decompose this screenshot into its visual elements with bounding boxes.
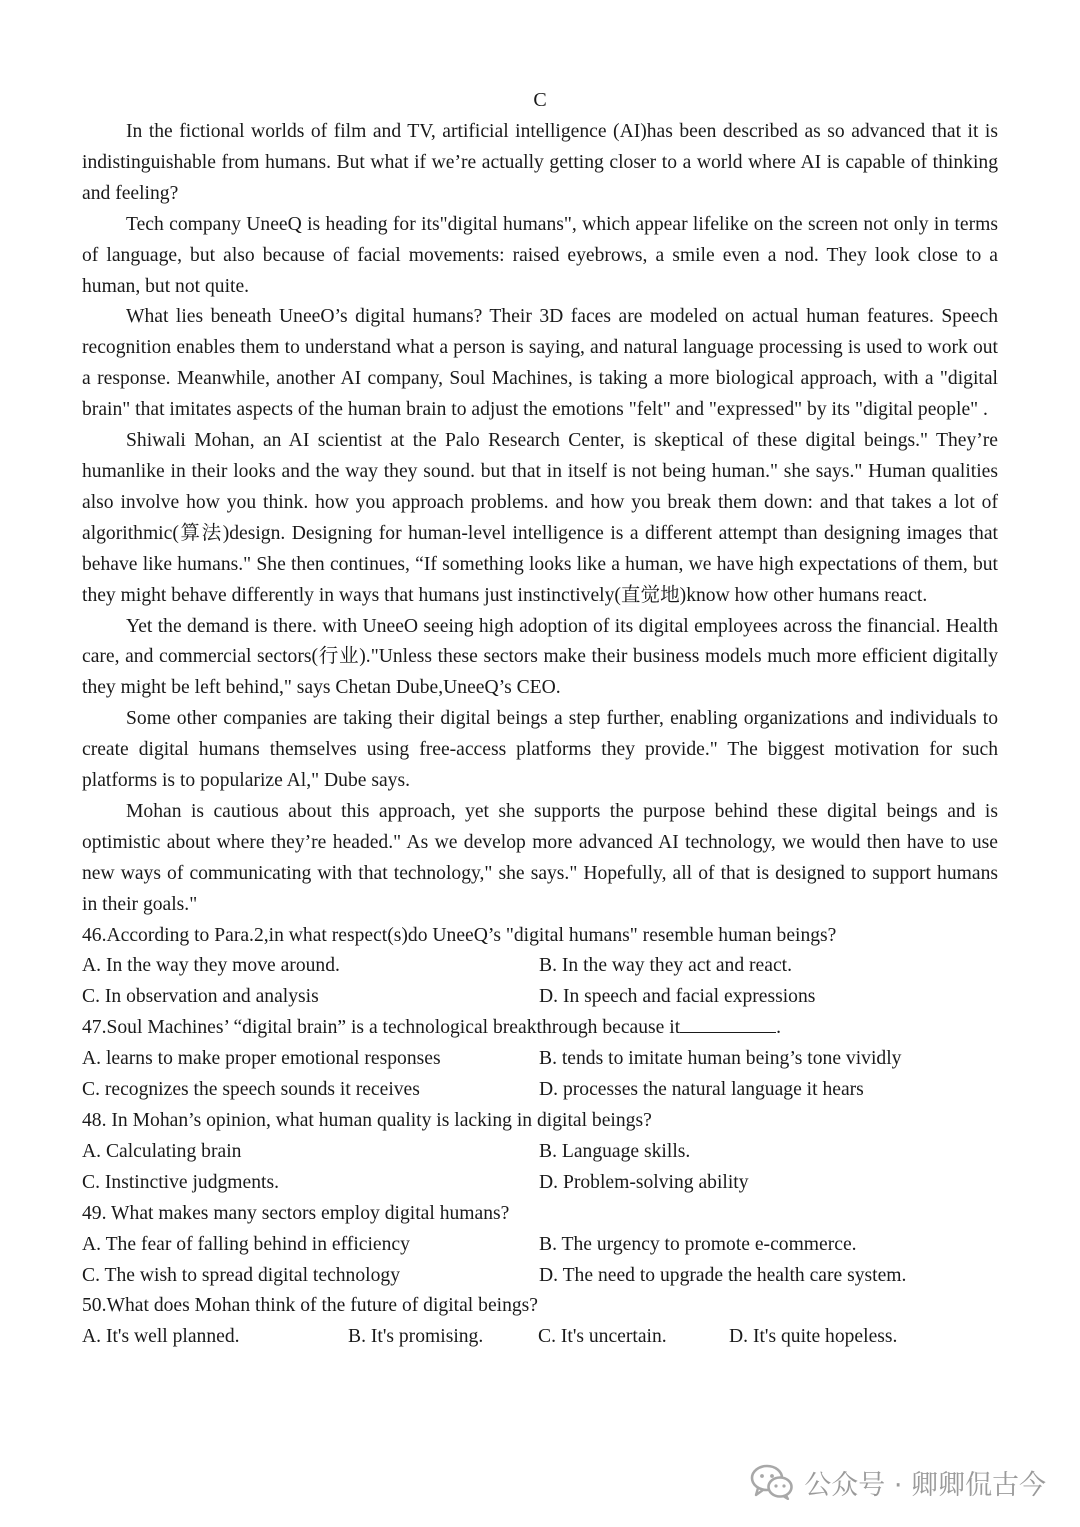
reading-passage <box>82 117 998 921</box>
option-b[interactable]: B. It's promising. <box>348 1326 484 1348</box>
option-d[interactable]: D. Problem-solving ability <box>539 1171 749 1193</box>
question-stem: 48. In Mohan’s opinion, what human quality is lacking in digital beings? <box>82 1110 652 1131</box>
question-list <box>82 921 998 1354</box>
option-c[interactable]: C. The wish to spread digital technology <box>82 1264 400 1286</box>
question-stem: 46.According to Para.2,in what respect(s)do UneeQ’s "digital humans" resemble human beings? <box>82 924 837 946</box>
question-stem <box>82 1013 998 1044</box>
passage-paragraph: Tech company UneeQ is heading for its"digital humans", which appear lifelike on the screen not only in terms of language, but also because of facial movements: raised eyebrows, a smile even a nod. They look close to a human, but not quite. <box>82 213 998 297</box>
option-a[interactable]: A. The fear of falling behind in efficiency <box>82 1233 410 1255</box>
passage-paragraph: Some other companies are taking their digital beings a step further, enabling organizations and individuals to create digital humans themselves using free-access platforms they provide." The biggest motivation for such platforms is to popularize Al," Dube says. <box>82 708 998 792</box>
passage-paragraph: Mohan is cautious about this approach, yet she supports the purpose behind these digital beings and is optimistic about where they’re headed." As we develop more advanced AI technology, we would then have to use new ways of communicating with that technology," she says." Hopefully, all of that is designed to support humans in their goals." <box>82 800 998 915</box>
question-50 <box>82 1291 998 1353</box>
option-a[interactable]: A. Calculating brain <box>82 1140 242 1162</box>
option-c[interactable]: C. It's uncertain. <box>538 1326 667 1348</box>
question-stem: 49. What makes many sectors employ digital humans? <box>82 1202 510 1224</box>
question-stem-end: . <box>776 1017 782 1039</box>
answer-options <box>82 1044 998 1106</box>
option-d[interactable]: D. It's quite hopeless. <box>729 1326 898 1348</box>
section-heading: C <box>533 89 547 111</box>
option-c[interactable]: C. Instinctive judgments. <box>82 1171 280 1193</box>
option-a[interactable]: A. learns to make proper emotional responses <box>82 1048 441 1070</box>
answer-blank <box>680 1014 776 1033</box>
option-b[interactable]: B. The urgency to promote e-commerce. <box>539 1233 857 1255</box>
question-stem-text: 47.Soul Machines’ “digital brain” is a technological breakthrough because it <box>82 1017 681 1039</box>
question-stem: 50.What does Mohan think of the future of digital beings? <box>82 1295 538 1317</box>
option-d[interactable]: D. The need to upgrade the health care system. <box>539 1264 907 1286</box>
option-b[interactable]: B. In the way they act and react. <box>539 955 792 977</box>
watermark-text: 公众号 · 卿卿侃古今 <box>804 1469 1046 1501</box>
question-47 <box>82 1013 998 1106</box>
wechat-icon <box>750 1464 794 1500</box>
watermark <box>750 1462 1046 1502</box>
answer-options <box>82 951 998 1013</box>
answer-options <box>82 1230 998 1292</box>
passage-paragraph: What lies beneath UneeO’s digital humans? Their 3D faces are modeled on actual human features. Speech recognition enables them to understand what a person is saying, and natural language processing is used to work out a response. Meanwhile, another AI company, Soul Machines, is taking a more biological approach, with a "digital brain" that imitates aspects of the human brain to adjust the emotions "felt" and "expressed" by its "digital people" . <box>82 306 998 421</box>
option-c[interactable]: C. In observation and analysis <box>82 986 319 1008</box>
answer-options <box>82 1322 998 1353</box>
passage-paragraph: Shiwali Mohan, an AI scientist at the Palo Research Center, is skeptical of these digital beings." They’re humanlike in their looks and the way they sound. but that in itself is not being human." she says." Human qualities also involve how you think. how you approach problems. and how you break them down: and that takes a lot of algorithmic(算法)design. Designing for human-level intelligence is a different attempt than designing images that behave like humans." She then continues, “If something looks like a human, we have high expectations of them, but they might behave differently in ways that humans just instinctively(直觉地)know how other humans react. <box>82 430 998 606</box>
answer-options <box>82 1137 998 1199</box>
passage-paragraph: In the fictional worlds of film and TV, artificial intelligence (AI)has been described as so advanced that it is indistinguishable from humans. But what if we’re actually getting closer to a world where AI is capable of thinking and feeling? <box>82 121 998 204</box>
option-b[interactable]: B. Language skills. <box>539 1140 691 1162</box>
option-a[interactable]: A. In the way they move around. <box>82 955 340 977</box>
option-d[interactable]: D. processes the natural language it hears <box>539 1079 864 1101</box>
option-a[interactable]: A. It's well planned. <box>82 1326 240 1348</box>
question-48 <box>82 1106 998 1199</box>
option-d[interactable]: D. In speech and facial expressions <box>539 986 816 1008</box>
question-49 <box>82 1199 998 1292</box>
option-b[interactable]: B. tends to imitate human being’s tone vividly <box>539 1048 902 1070</box>
exam-page <box>82 86 998 1353</box>
question-46 <box>82 921 998 1014</box>
option-c[interactable]: C. recognizes the speech sounds it receives <box>82 1079 420 1101</box>
passage-paragraph: Yet the demand is there. with UneeO seeing high adoption of its digital employees across the financial. Health care, and commercial sectors(行业)."Unless these sectors make their business models much more efficient digitally they might be left behind," says Chetan Dube,UneeQ’s CEO. <box>82 615 998 699</box>
